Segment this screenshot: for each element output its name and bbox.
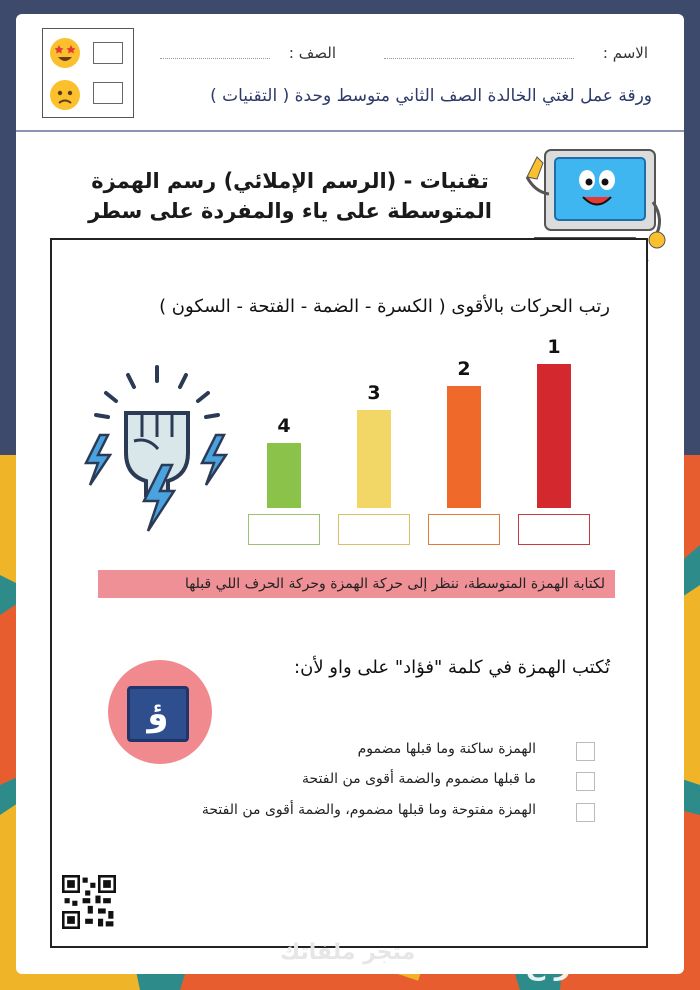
option-1-checkbox[interactable] [576, 742, 595, 761]
option-2-checkbox[interactable] [576, 772, 595, 791]
strength-bar-1 [537, 364, 571, 508]
title-line-2: المتوسطة على ياء والمفردة على سطر [88, 199, 492, 224]
answer-box-4[interactable] [248, 514, 320, 545]
lightning-bolt-icon [86, 435, 110, 485]
qr-code-icon[interactable] [62, 875, 116, 929]
self-assessment-box [42, 28, 134, 118]
bar-rank-label: 4 [277, 415, 291, 437]
option-3-label: الهمزة مفتوحة وما قبلها مضموم، والضمة أقوى من الفتحة [201, 802, 536, 818]
name-label: الاسم : [602, 44, 648, 62]
bar-rank-label: 2 [457, 358, 471, 380]
star-eyes-emoji-icon [49, 37, 81, 69]
title-line-1: تقنيات - (الرسم الإملائي) رسم الهمزة [91, 169, 489, 193]
class-input-line[interactable] [160, 58, 270, 59]
strength-bar-4 [267, 443, 301, 508]
class-label: الصف : [288, 44, 336, 62]
page-title [80, 166, 500, 227]
answer-box-1[interactable] [518, 514, 590, 545]
option-2-label: ما قبلها مضموم والضمة أقوى من الفتحة [302, 771, 536, 787]
hint-banner: لكتابة الهمزة المتوسطة، ننظر إلى حركة الهمزة وحركة الحرف اللي قبلها [98, 570, 615, 598]
raised-fist-icon [78, 365, 236, 535]
store-watermark: متجر ملفاتك [280, 940, 416, 965]
worksheet-subtitle: ورقة عمل لغتي الخالدة الصف الثاني متوسط وحدة ( التقنيات ) [210, 86, 652, 106]
lightning-bolt-icon [202, 435, 226, 485]
question-2-text: تُكتب الهمزة في كلمة "فؤاد" على واو لأن: [294, 657, 610, 678]
answer-box-2[interactable] [428, 514, 500, 545]
question-1-text: رتب الحركات بالأقوى ( الكسرة - الضمة - الفتحة - السكون ) [159, 296, 610, 317]
strength-bar-3 [357, 410, 391, 508]
answer-box-3[interactable] [338, 514, 410, 545]
option-3-checkbox[interactable] [576, 803, 595, 822]
bar-rank-label: 3 [367, 382, 381, 404]
hamza-letter-tile: ؤ [127, 686, 189, 742]
happy-checkbox[interactable] [93, 42, 123, 64]
haraj-logo: حراج [525, 948, 593, 981]
name-input-line[interactable] [384, 58, 574, 59]
header-divider [16, 130, 684, 132]
option-1-label: الهمزة ساكنة وما قبلها مضموم [357, 741, 536, 757]
sad-emoji-icon [49, 79, 81, 111]
bar-rank-label: 1 [547, 336, 561, 358]
strength-bar-2 [447, 386, 481, 508]
sad-checkbox[interactable] [93, 82, 123, 104]
